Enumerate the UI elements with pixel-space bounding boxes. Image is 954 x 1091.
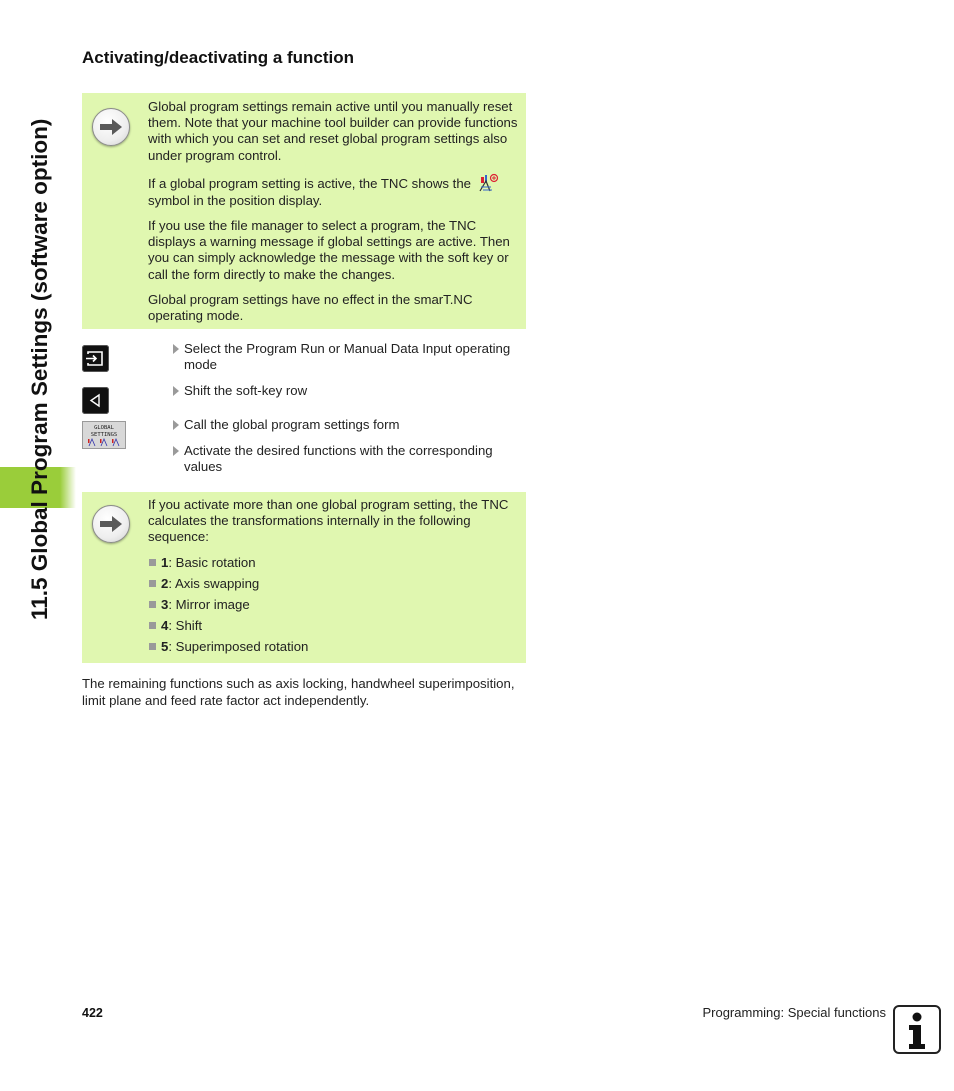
step-3 [173,417,528,433]
note-2-intro: If you activate more than one global program setting, the TNC calculates the transformations internally in the following sequence: [148,497,509,545]
note-1-p2-before: If a global program setting is active, the TNC shows the [148,175,472,191]
softkey-glyphs-icon [84,438,124,447]
softkey-line-1: GLOBAL [94,425,114,431]
note-box-2 [82,492,526,663]
step-4-text: Activate the desired functions with the corresponding values [184,443,493,475]
chapter-tab-fade [60,467,76,508]
footer-chapter-title: Programming: Special functions [702,1005,886,1020]
step-arrow-icon [173,446,179,456]
note-box-1 [82,93,526,329]
arrow-right-icon [92,505,130,543]
step-arrow-icon [173,386,179,396]
note-1-paragraph-4: Global program settings have no effect in the smarT.NC operating mode. [148,291,473,324]
bullet-square-icon [149,643,156,650]
bullet-square-icon [149,622,156,629]
arrow-right-icon [92,108,130,146]
bullet-square-icon [149,559,156,566]
step-arrow-icon [173,420,179,430]
step-2 [173,383,528,399]
note-1-text [148,99,520,333]
chapter-side-title: 11.5 Global Program Settings (software option) [27,118,52,620]
list-item: 1: Basic rotation [148,552,308,573]
note-1-paragraph-2 [148,173,520,209]
list-item: 5: Superimposed rotation [148,636,308,657]
step-4 [173,443,528,475]
step-arrow-icon [173,344,179,354]
closing-paragraph: The remaining functions such as axis locking, handwheel superimposition, limit plane and feed rate factor act independently. [82,676,515,708]
list-item: 3: Mirror image [148,594,308,615]
step-2-text: Shift the soft-key row [184,383,308,398]
step-1 [173,341,528,373]
note-1-paragraph-1: Global program settings remain active until you manually reset them. Note that your machine tool builder can provide functions with which you can set and reset global program settings also under program control. [148,99,518,163]
step-3-text: Call the global program settings form [184,417,400,432]
info-icon [893,1005,941,1054]
section-heading: Activating/deactivating a function [82,48,355,67]
shift-softkey-row-key[interactable] [82,387,109,414]
list-item: 2: Axis swapping [148,573,308,594]
bullet-square-icon [149,601,156,608]
global-settings-symbol-icon [478,173,500,193]
global-settings-softkey[interactable] [82,421,126,449]
bullet-square-icon [149,580,156,587]
program-run-key[interactable] [82,345,109,372]
transform-sequence-list [148,552,308,657]
step-1-text: Select the Program Run or Manual Data Input operating mode [184,341,511,373]
note-1-p2-after: symbol in the position display. [148,192,323,208]
page-number: 422 [82,1006,103,1020]
softkey-line-2: SETTINGS [90,431,118,438]
list-item: 4: Shift [148,615,308,636]
note-1-paragraph-3: If you use the file manager to select a program, the TNC displays a warning message if global settings are active. Then you can simply acknowledge the message with the soft key or call the form directly to make the changes. [148,218,510,282]
